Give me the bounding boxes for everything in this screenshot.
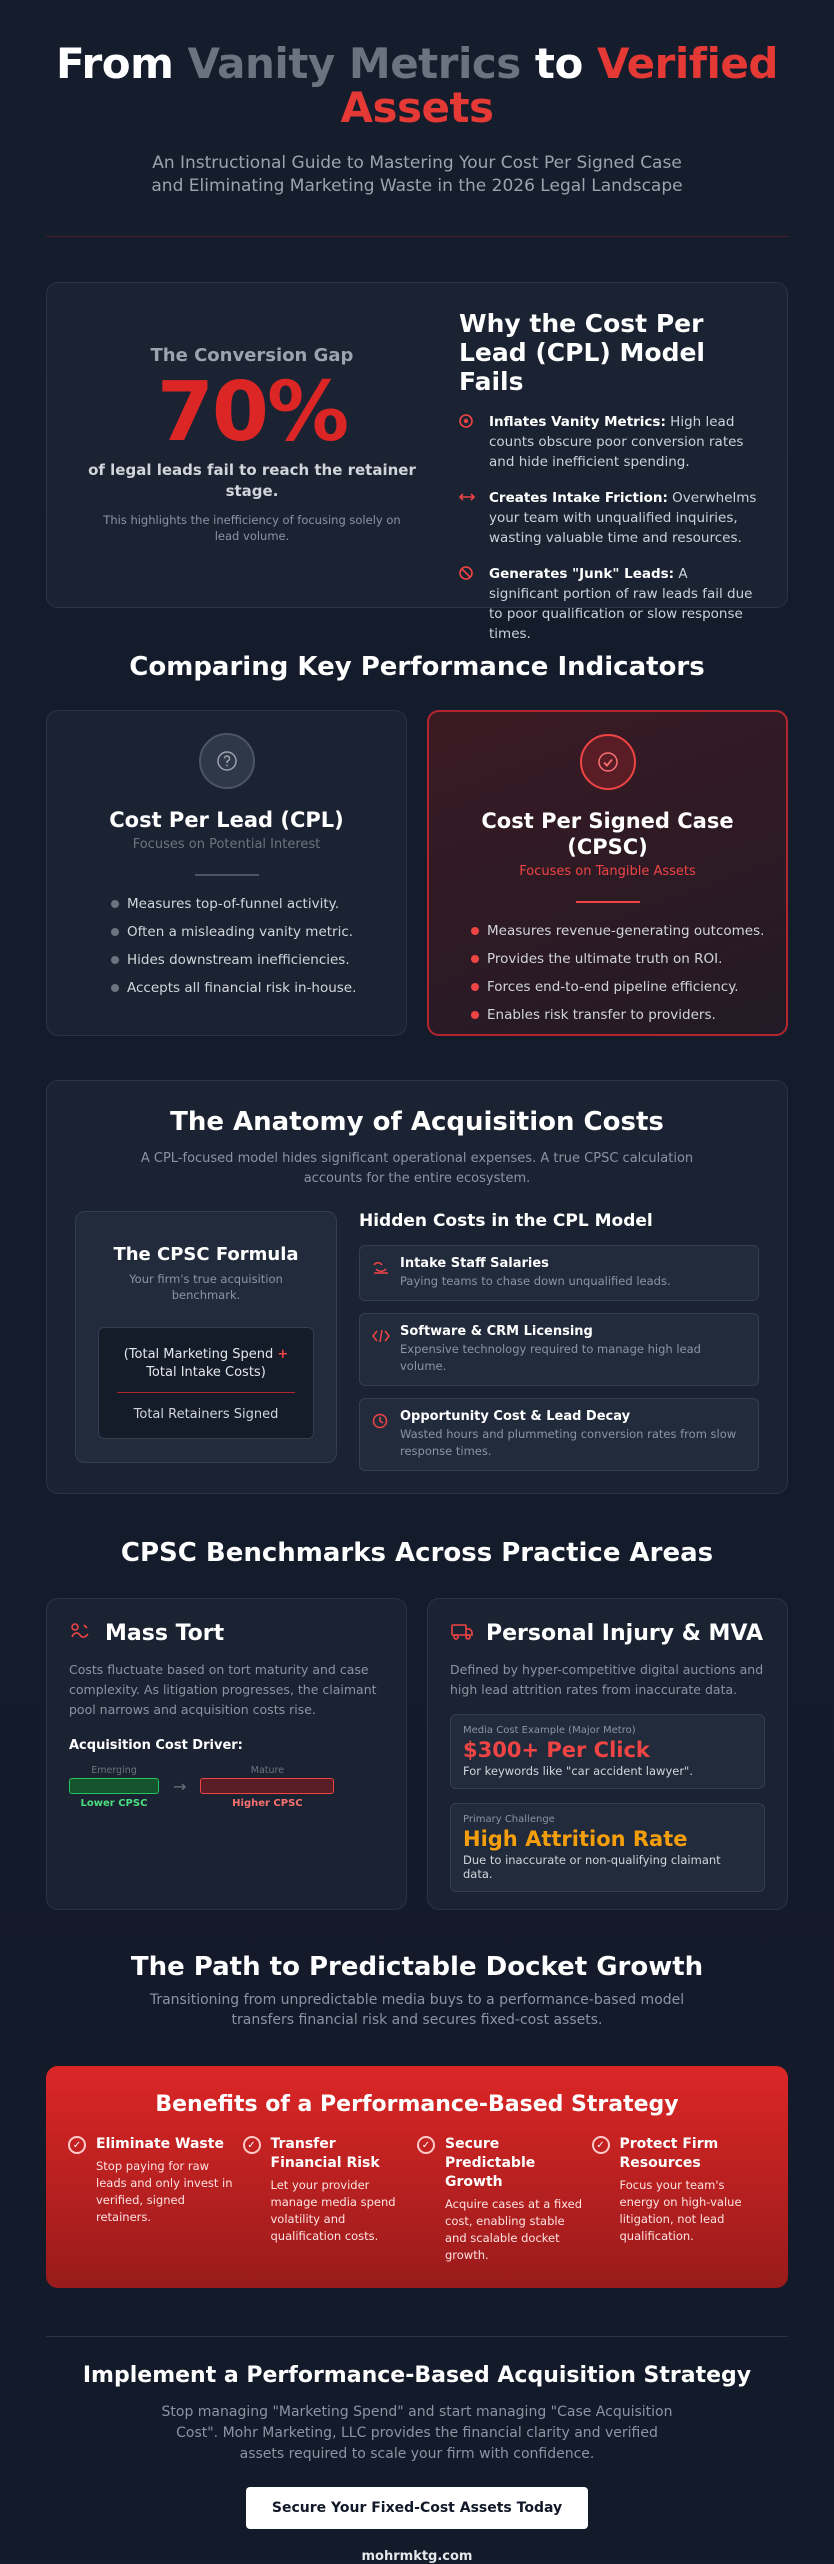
formula-title: The CPSC Formula	[113, 1244, 299, 1265]
question-icon	[199, 733, 255, 789]
cpl-card-title: Cost Per Lead (CPL)	[109, 808, 344, 832]
page-title: From Vanity Metrics to Verified Assets	[56, 39, 778, 132]
path-section	[46, 1952, 788, 2030]
staff-icon	[372, 1256, 400, 1290]
anatomy-title: The Anatomy of Acquisition Costs	[170, 1107, 664, 1137]
cost-driver-label: Acquisition Cost Driver:	[69, 1738, 243, 1753]
formula-box	[98, 1327, 314, 1439]
benefit-item: ✓ Transfer Financial Risk Let your provider manage media spend volatility and qualification costs.	[243, 2135, 418, 2264]
attrition-stat: Primary Challenge High Attrition Rate Due to inaccurate or non-qualifying claimant data.	[450, 1803, 765, 1892]
cpl-card-focus: Focuses on Potential Interest	[132, 837, 321, 852]
personal-injury-desc: Defined by hyper-competitive digital auctions and high lead attrition rates from inaccurate data.	[450, 1662, 764, 1697]
title-verified: Verified Assets	[340, 39, 778, 132]
list-item: Forces end-to-end pipeline efficiency.	[471, 973, 786, 1001]
list-item: Measures top-of-funnel activity.	[111, 890, 406, 918]
website-link[interactable]: mohrmktg.com	[361, 2549, 473, 2564]
personal-injury-card	[427, 1598, 788, 1910]
benefit-item: ✓ Eliminate Waste Stop paying for raw leads and only invest in verified, signed retainers.	[68, 2135, 243, 2264]
list-item: Often a misleading vanity metric.	[111, 918, 406, 946]
list-item: Enables risk transfer to providers.	[471, 1001, 786, 1029]
kpi-comparison	[46, 710, 788, 1036]
ban-icon	[459, 564, 479, 644]
list-item: Accepts all financial risk in-house.	[111, 974, 406, 1002]
check-icon: ✓	[68, 2136, 86, 2154]
hidden-costs-title: Hidden Costs in the CPL Model	[359, 1211, 653, 1231]
cta-button[interactable]: Secure Your Fixed-Cost Assets Today	[246, 2487, 588, 2529]
clock-icon	[372, 1409, 400, 1460]
anatomy-desc: A CPL-focused model hides significant operational expenses. A true CPSC calculation accounts for the entire ecosystem.	[140, 1151, 694, 1186]
emerging-stage: Emerging Lower CPSC	[69, 1765, 159, 1809]
vehicle-icon	[450, 1622, 486, 1646]
mass-tort-title: Mass Tort	[105, 1621, 225, 1646]
formula-numerator: (Total Marketing Spend + Total Intake Costs)	[123, 1347, 289, 1380]
cpl-fails-panel	[427, 283, 757, 642]
reason-item: Generates "Junk" Leads: A significant portion of raw leads fail due to poor qualification or slow response times.	[459, 564, 757, 644]
cpsc-card-title: Cost Per Signed Case (CPSC)	[481, 809, 734, 859]
path-title: The Path to Predictable Docket Growth	[130, 1952, 704, 1982]
fraction-line	[117, 1392, 295, 1393]
kpi-section-title: Comparing Key Performance Indicators	[129, 652, 705, 682]
hidden-cost-item: Opportunity Cost & Lead Decay Wasted hours and plummeting conversion rates from slow response times.	[359, 1398, 759, 1471]
section-divider	[46, 236, 788, 237]
stat-statement: of legal leads fail to reach the retainer stage.	[88, 461, 416, 500]
formula-denominator: Total Retainers Signed	[133, 1407, 279, 1422]
reason-item: Creates Intake Friction: Overwhelms your team with unqualified inquiries, wasting valuable time and resources.	[459, 488, 757, 548]
list-item: Provides the ultimate truth on ROI.	[471, 945, 786, 973]
stat-note: This highlights the inefficiency of focusing solely on lead volume.	[103, 513, 401, 543]
hidden-cost-item: Intake Staff Salaries Paying teams to chase down unqualified leads.	[359, 1245, 759, 1301]
benefit-item: ✓ Secure Predictable Growth Acquire cases at a fixed cost, enabling stable and scalable docket growth.	[417, 2135, 592, 2264]
cpl-list	[47, 890, 406, 1002]
code-icon	[372, 1324, 400, 1375]
hidden-cost-item: Software & CRM Licensing Expensive technology required to manage high lead volume.	[359, 1313, 759, 1386]
benefits-title: Benefits of a Performance-Based Strategy	[155, 2092, 679, 2117]
path-desc: Transitioning from unpredictable media buys to a performance-based model transfers financial risk and secures fixed-cost assets.	[149, 1992, 685, 2028]
cpsc-card	[427, 710, 788, 1036]
personal-injury-title: Personal Injury & MVA	[486, 1621, 764, 1646]
media-cost-stat: Media Cost Example (Major Metro) $300+ Per Click For keywords like "car accident lawyer".	[450, 1714, 765, 1789]
cost-driver-spectrum	[69, 1765, 384, 1809]
check-icon: ✓	[243, 2136, 261, 2154]
cpsc-list	[429, 917, 786, 1029]
cpl-card	[46, 710, 407, 1036]
anatomy-card	[46, 1080, 788, 1494]
mass-tort-card	[46, 1598, 407, 1910]
check-icon: ✓	[592, 2136, 610, 2154]
friction-icon	[459, 488, 479, 548]
cta-title: Implement a Performance-Based Acquisition Strategy	[82, 2363, 752, 2388]
cta-section	[46, 2337, 788, 2564]
hidden-costs	[359, 1211, 759, 1483]
list-item: Measures revenue-generating outcomes.	[471, 917, 786, 945]
cpsc-formula-card	[75, 1211, 337, 1463]
benchmarks-title: CPSC Benchmarks Across Practice Areas	[120, 1538, 714, 1568]
conversion-gap-stat	[77, 283, 427, 607]
cpl-fails-heading: Why the Cost Per Lead (CPL) Model Fails	[459, 309, 705, 396]
hero	[46, 0, 788, 198]
scales-icon	[69, 1621, 105, 1646]
page-subtitle: An Instructional Guide to Mastering Your Cost Per Signed Case and Eliminating Marketing Waste in the 2026 Legal Landscape	[151, 153, 683, 196]
cpsc-card-focus: Focuses on Tangible Assets	[519, 864, 696, 879]
mature-stage: Mature Higher CPSC	[200, 1765, 334, 1809]
reason-item: Inflates Vanity Metrics: High lead counts obscure poor conversion rates and hide inefficient spending.	[459, 412, 757, 472]
check-circle-icon	[580, 734, 636, 790]
stat-percent: 70%	[156, 365, 348, 460]
cta-desc: Stop managing "Marketing Spend" and start managing "Case Acquisition Cost". Mohr Marketing, LLC provides the financial clarity and verified assets required to scale your firm with confidence.	[161, 2404, 673, 2462]
benchmarks	[46, 1598, 788, 1910]
arrow-right-icon: →	[173, 1777, 187, 1796]
benefit-item: ✓ Protect Firm Resources Focus your team's energy on high-value litigation, not lead qualification.	[592, 2135, 767, 2264]
list-item: Hides downstream inefficiencies.	[111, 946, 406, 974]
title-vanity: Vanity Metrics	[187, 39, 521, 88]
check-icon: ✓	[417, 2136, 435, 2154]
stat-kicker: The Conversion Gap	[150, 345, 354, 366]
mass-tort-desc: Costs fluctuate based on tort maturity and case complexity. As litigation progresses, the claimant pool narrows and acquisition costs rise.	[69, 1662, 377, 1717]
benefits-panel	[46, 2066, 788, 2288]
formula-sub: Your firm's true acquisition benchmark.	[129, 1272, 283, 1302]
conversion-gap-card	[46, 282, 788, 642]
target-icon	[459, 412, 479, 472]
